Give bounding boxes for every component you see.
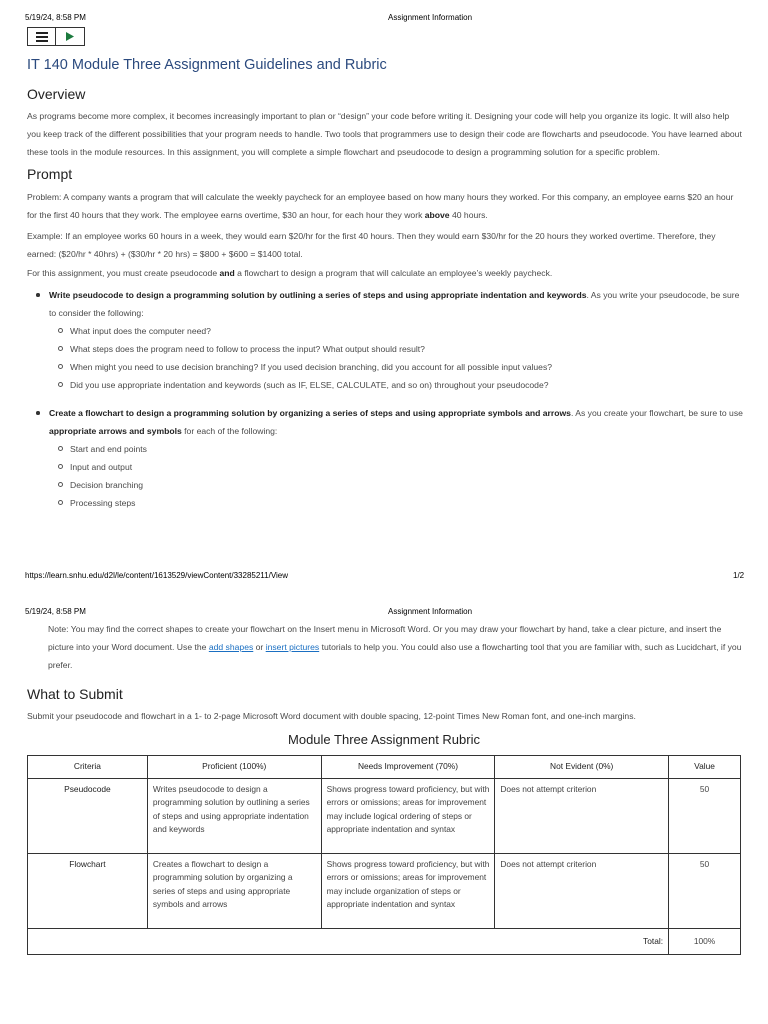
rubric-header-cell: Needs Improvement (70%) — [321, 756, 495, 779]
play-button[interactable] — [56, 27, 85, 46]
requirement-pseudocode-rest: . As you write your pseudocode, be sure to consider the following: — [49, 290, 740, 318]
requirement-flowchart-mid: . As you create your flowchart, be sure to use — [570, 408, 743, 418]
sublist-item: Did you use appropriate indentation and keywords (such as IF, ELSE, CALCULATE, and so on) throughout your pseudocode? — [49, 376, 743, 394]
problem-text — [27, 188, 743, 224]
rubric-not-evident-cell: Does not attempt criterion — [495, 779, 669, 854]
submit-text: Submit your pseudocode and flowchart in a 1- to 2-page Microsoft Word document with double spacing, 12-point Times New Roman font, and one-inch margins. — [27, 711, 636, 721]
requirement-flowchart-rest: for each of the following: — [181, 426, 278, 436]
rubric-title: Module Three Assignment Rubric — [288, 732, 480, 747]
rubric-header-row — [28, 756, 741, 779]
problem-text-b: 40 hours. — [449, 210, 488, 220]
sublist-item: What steps does the program need to follow to process the input? What output should result? — [49, 340, 743, 358]
example-text: Example: If an employee works 60 hours in a week, they would earn $20/hr for the first 40 hours. Then they would earn $30/hr for the 20 hours they worked overtime. Therefore, they earned: ($20/hr * 40hrs) + ($30/hr * 20 hrs) = $800 + $600 = $1400 total. — [27, 231, 716, 259]
toolbar — [27, 27, 85, 46]
note-text-a: Note: You may find the correct shapes to create your flowchart on the Insert menu in Microsoft Word. Or you may draw your flowchart by hand, take a clear picture, and insert the picture into your Word document. Use the — [48, 624, 722, 652]
rubric-header-cell: Not Evident (0%) — [495, 756, 669, 779]
rubric-total-label: Total: — [28, 929, 669, 955]
play-icon — [66, 32, 74, 41]
sublist-item: Decision branching — [49, 476, 743, 494]
requirement-flowchart-bold2: appropriate arrows and symbols — [49, 426, 182, 436]
page-title: IT 140 Module Three Assignment Guidelines and Rubric — [27, 57, 387, 73]
sublist-item: Start and end points — [49, 440, 743, 458]
rubric-needs-cell: Shows progress toward proficiency, but with errors or omissions; areas for improvement may include logical ordering of steps or appropriate indentation and syntax — [321, 779, 495, 854]
overview-text: As programs become more complex, it becomes increasingly important to plan or “design” your code before writing it. Designing your code will help you organize its logic. It will also help you keep track of the different possibilities that your program needs to handle. Two tools that programmers use to design their code are flowcharts and pseudocode. You have learned about these tools in the module resources. In this assignment, you will complete a simple flowchart and pseudocode to design a programming solution for a specific problem. — [27, 111, 742, 157]
sublist-item: Input and output — [49, 458, 743, 476]
footer-page-number: 1/2 — [733, 571, 745, 580]
rubric-header-cell: Value — [669, 756, 741, 779]
hamburger-icon — [36, 32, 48, 42]
sublist-item: When might you need to use decision branching? If you used decision branching, did you account for all possible input values? — [49, 358, 743, 376]
print-title: Assignment Information — [388, 13, 473, 22]
rubric-criteria-cell: Flowchart — [28, 854, 148, 929]
print-datetime: 5/19/24, 8:58 PM — [25, 13, 86, 22]
rubric-total-value: 100% — [669, 929, 741, 955]
print-datetime-page2: 5/19/24, 8:58 PM — [25, 607, 86, 616]
overview-heading: Overview — [27, 86, 86, 102]
assignment-text-bold: and — [219, 268, 235, 278]
note-text-or: or — [253, 642, 266, 652]
note-text — [48, 620, 743, 674]
rubric-header-cell: Proficient (100%) — [147, 756, 321, 779]
rubric-proficient-cell: Writes pseudocode to design a programming solution by outlining a series of steps and using appropriate indentation and keywords — [147, 779, 321, 854]
rubric-row — [28, 854, 741, 929]
assignment-text — [27, 264, 743, 282]
prompt-heading: Prompt — [27, 166, 73, 182]
rubric-row — [28, 779, 741, 854]
rubric-needs-cell: Shows progress toward proficiency, but with errors or omissions; areas for improvement may include organization of steps or appropriate indentation and syntax — [321, 854, 495, 929]
note-text-b: tutorials to help you. You could also use a flowcharting tool that you are familiar with, such as Lucidchart, if you prefer. — [48, 642, 742, 670]
requirement-pseudocode — [27, 286, 743, 394]
menu-button[interactable] — [27, 27, 56, 46]
sublist-item: What input does the computer need? — [49, 322, 743, 340]
assignment-text-a: For this assignment, you must create pseudocode — [27, 268, 220, 278]
rubric-value-cell: 50 — [669, 779, 741, 854]
assignment-text-b: a flowchart to design a program that will calculate an employee’s weekly paycheck. — [234, 268, 553, 278]
rubric-not-evident-cell: Does not attempt criterion — [495, 854, 669, 929]
add-shapes-link[interactable]: add shapes — [208, 642, 254, 652]
rubric-header-cell: Criteria — [28, 756, 148, 779]
submit-heading: What to Submit — [27, 686, 123, 702]
requirement-flowchart-bold: Create a flowchart to design a programming solution by organizing a series of steps and using appropriate symbols and arrows — [49, 408, 571, 418]
rubric-proficient-cell: Creates a flowchart to design a programming solution by organizing a series of steps and using appropriate symbols and arrows — [147, 854, 321, 929]
flowchart-sublist — [49, 440, 743, 512]
rubric-value-cell: 50 — [669, 854, 741, 929]
rubric-total-row — [28, 929, 741, 955]
footer-url: https://learn.snhu.edu/d2l/le/content/1613529/viewContent/33285211/View — [25, 571, 289, 580]
requirement-pseudocode-bold: Write pseudocode to design a programming solution by outlining a series of steps and using appropriate indentation and keywords — [49, 290, 587, 300]
problem-text-bold: above — [424, 210, 450, 220]
pseudocode-sublist — [49, 322, 743, 394]
requirement-flowchart — [27, 404, 743, 512]
problem-text-a: Problem: A company wants a program that will calculate the weekly paycheck for an employee based on how many hours they worked. For this company, an employee earns $20 an hour for the first 40 hours that they work. The employee earns overtime, $30 an hour, for each hour they work — [27, 192, 734, 220]
requirements-list — [27, 286, 743, 512]
sublist-item: Processing steps — [49, 494, 743, 512]
insert-pictures-link[interactable]: insert pictures — [265, 642, 320, 652]
rubric-criteria-cell: Pseudocode — [28, 779, 148, 854]
rubric-table — [27, 755, 741, 955]
print-title-page2: Assignment Information — [388, 607, 473, 616]
